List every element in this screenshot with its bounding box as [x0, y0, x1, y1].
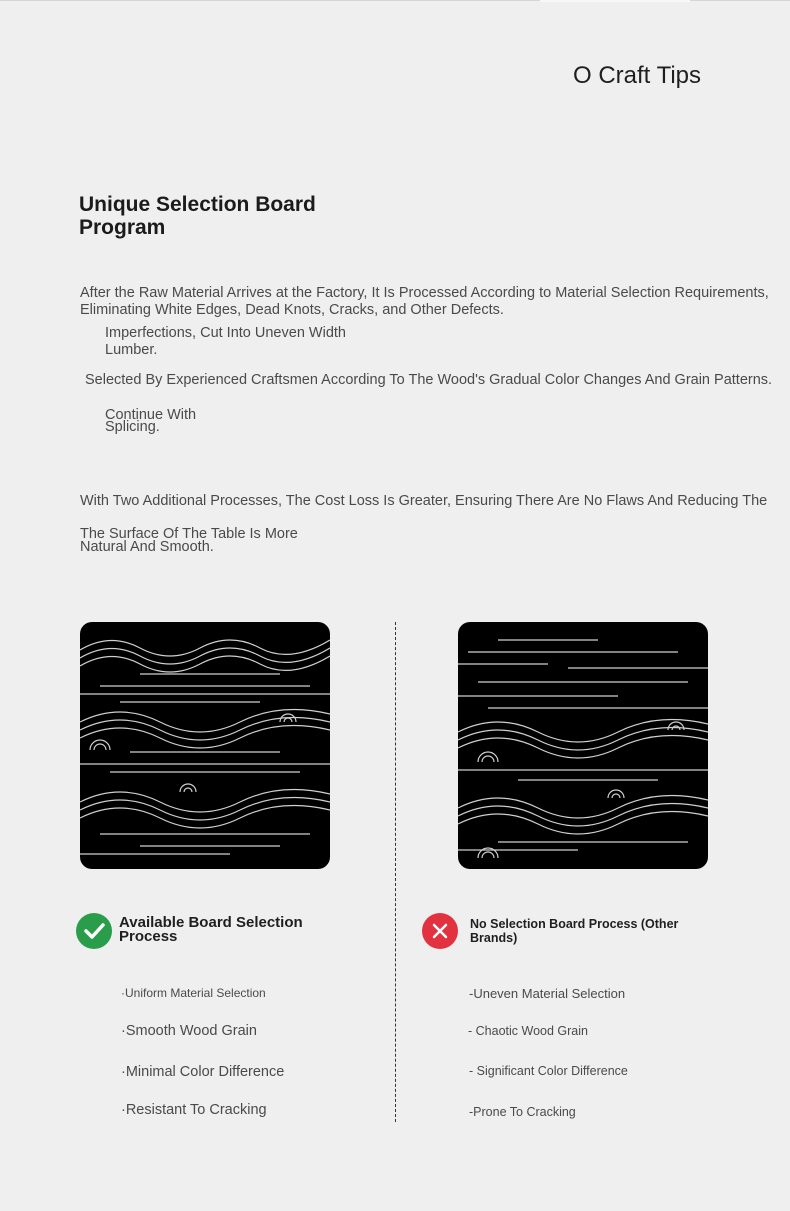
paragraph-cost-loss: With Two Additional Processes, The Cost Loss Is Greater, Ensuring There Are No Flaws And Reducing The: [80, 493, 768, 509]
left-feature-item: ·Uniform Material Selection: [121, 986, 266, 1000]
right-feature-item: - Chaotic Wood Grain: [468, 1024, 588, 1038]
right-feature-item: - Significant Color Difference: [469, 1064, 628, 1078]
cross-icon: [422, 913, 458, 949]
paragraph-surface: The Surface Of The Table Is More Natural And Smooth.: [80, 526, 298, 555]
selected-board-grain-image: [80, 622, 330, 869]
right-feature-item: -Uneven Material Selection: [469, 986, 626, 1001]
comparison-divider: [395, 622, 396, 1122]
left-feature-item: ·Resistant To Cracking: [121, 1102, 267, 1118]
paragraph-splicing: Continue With Splicing.: [105, 407, 197, 435]
unselected-board-grain-image: [458, 622, 708, 869]
no-selection-process-label: No Selection Board Process (Other Brands): [470, 917, 679, 945]
available-process-label: Available Board Selection Process: [119, 914, 303, 945]
section-title: Unique Selection Board Program: [79, 193, 316, 239]
left-feature-item: ·Minimal Color Difference: [121, 1064, 285, 1080]
top-tab-highlight: [540, 0, 690, 2]
right-feature-item: -Prone To Cracking: [469, 1105, 576, 1119]
left-feature-item: ·Smooth Wood Grain: [121, 1023, 257, 1039]
paragraph-raw-material: After the Raw Material Arrives at the Factory, It Is Processed According to Material Selection Requirements, Eliminating White Edges, Dead Knots, Cracks, and Other Defects.: [80, 285, 769, 318]
craft-tips-heading: O Craft Tips: [573, 62, 702, 89]
paragraph-imperfections: Imperfections, Cut Into Uneven Width Lumber.: [105, 325, 346, 358]
check-icon: [76, 913, 112, 949]
paragraph-craftsmen: Selected By Experienced Craftsmen According To The Wood's Gradual Color Changes And Grain Patterns.: [85, 372, 773, 388]
